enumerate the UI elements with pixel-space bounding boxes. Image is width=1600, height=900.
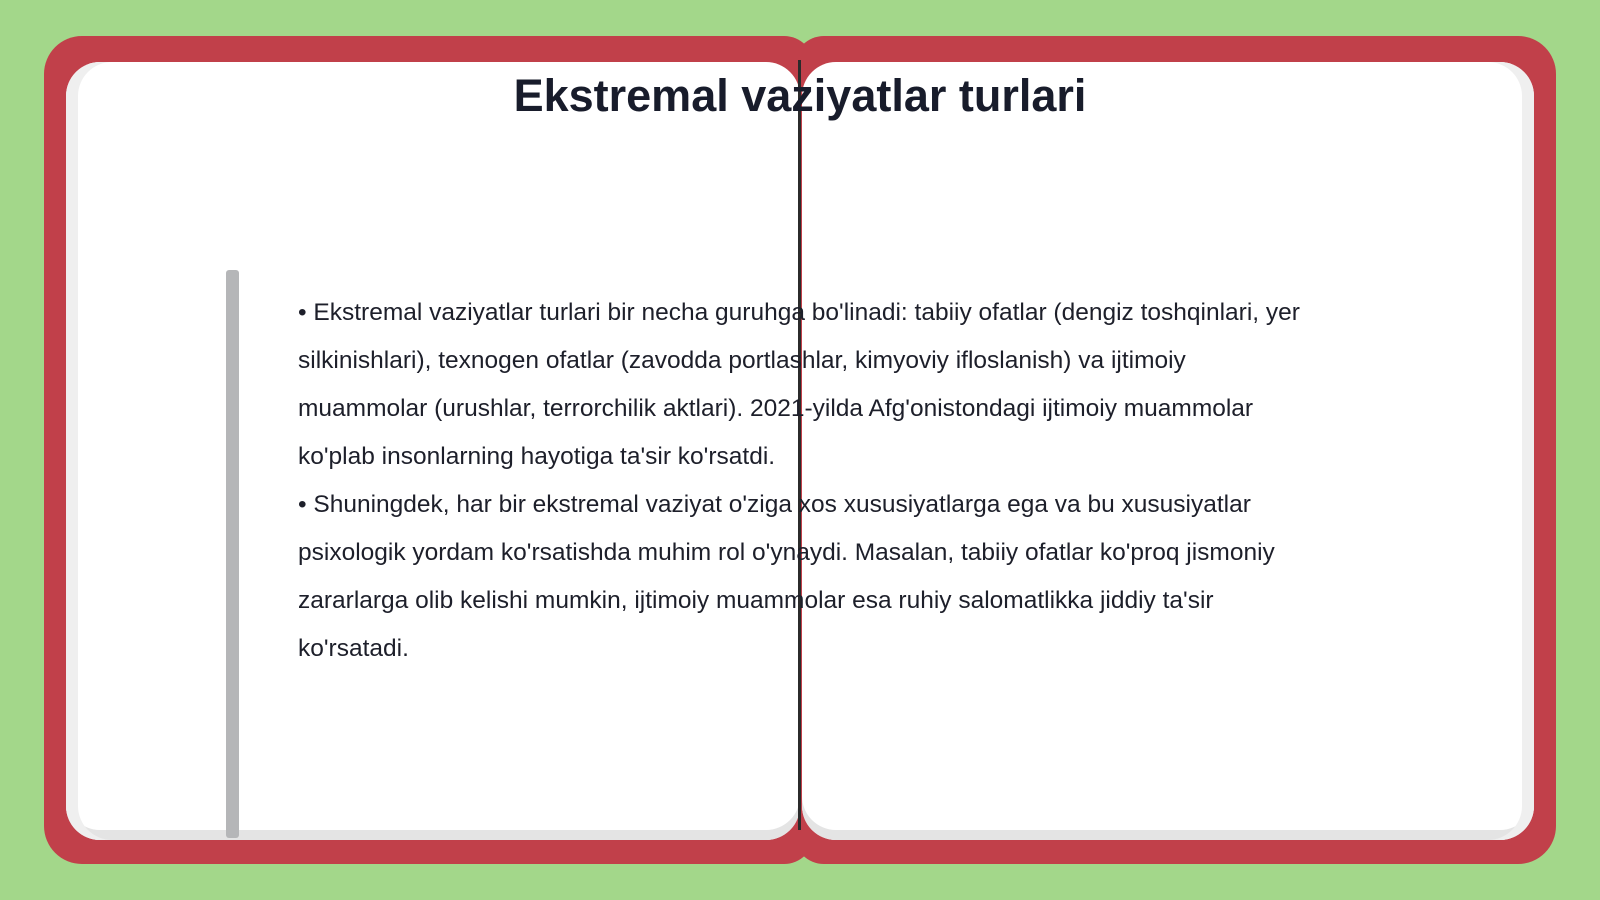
decorative-bar	[226, 270, 239, 838]
slide-title: Ekstremal vaziyatlar turlari	[513, 70, 1087, 121]
bullet-paragraph-1: • Ekstremal vaziyatlar turlari bir necha guruhga bo'linadi: tabiiy ofatlar (dengiz toshqinlari, yer silkinishlari), texnogen ofatlar (zavodda portlashlar, kimyoviy ifloslanish) va ijtimoiy muammolar (urushlar, terrorchilik aktlari). 2021-yilda Afg'onistondagi ijtimoiy muammolar ko'plab insonlarning hayotiga ta'sir ko'rsatdi.	[298, 299, 1300, 470]
bullet-paragraph-2: • Shuningdek, har bir ekstremal vaziyat o'ziga xos xususiyatlarga ega va bu xususiyatlar psixologik yordam ko'rsatishda muhim rol o'ynaydi. Masalan, tabiiy ofatlar ko'proq jismoniy zararlarga olib kelishi mumkin, ijtimoiy muammolar esa ruhiy salomatlikka jiddiy ta'sir ko'rsatadi.	[298, 491, 1275, 662]
slide-body	[298, 289, 1308, 673]
